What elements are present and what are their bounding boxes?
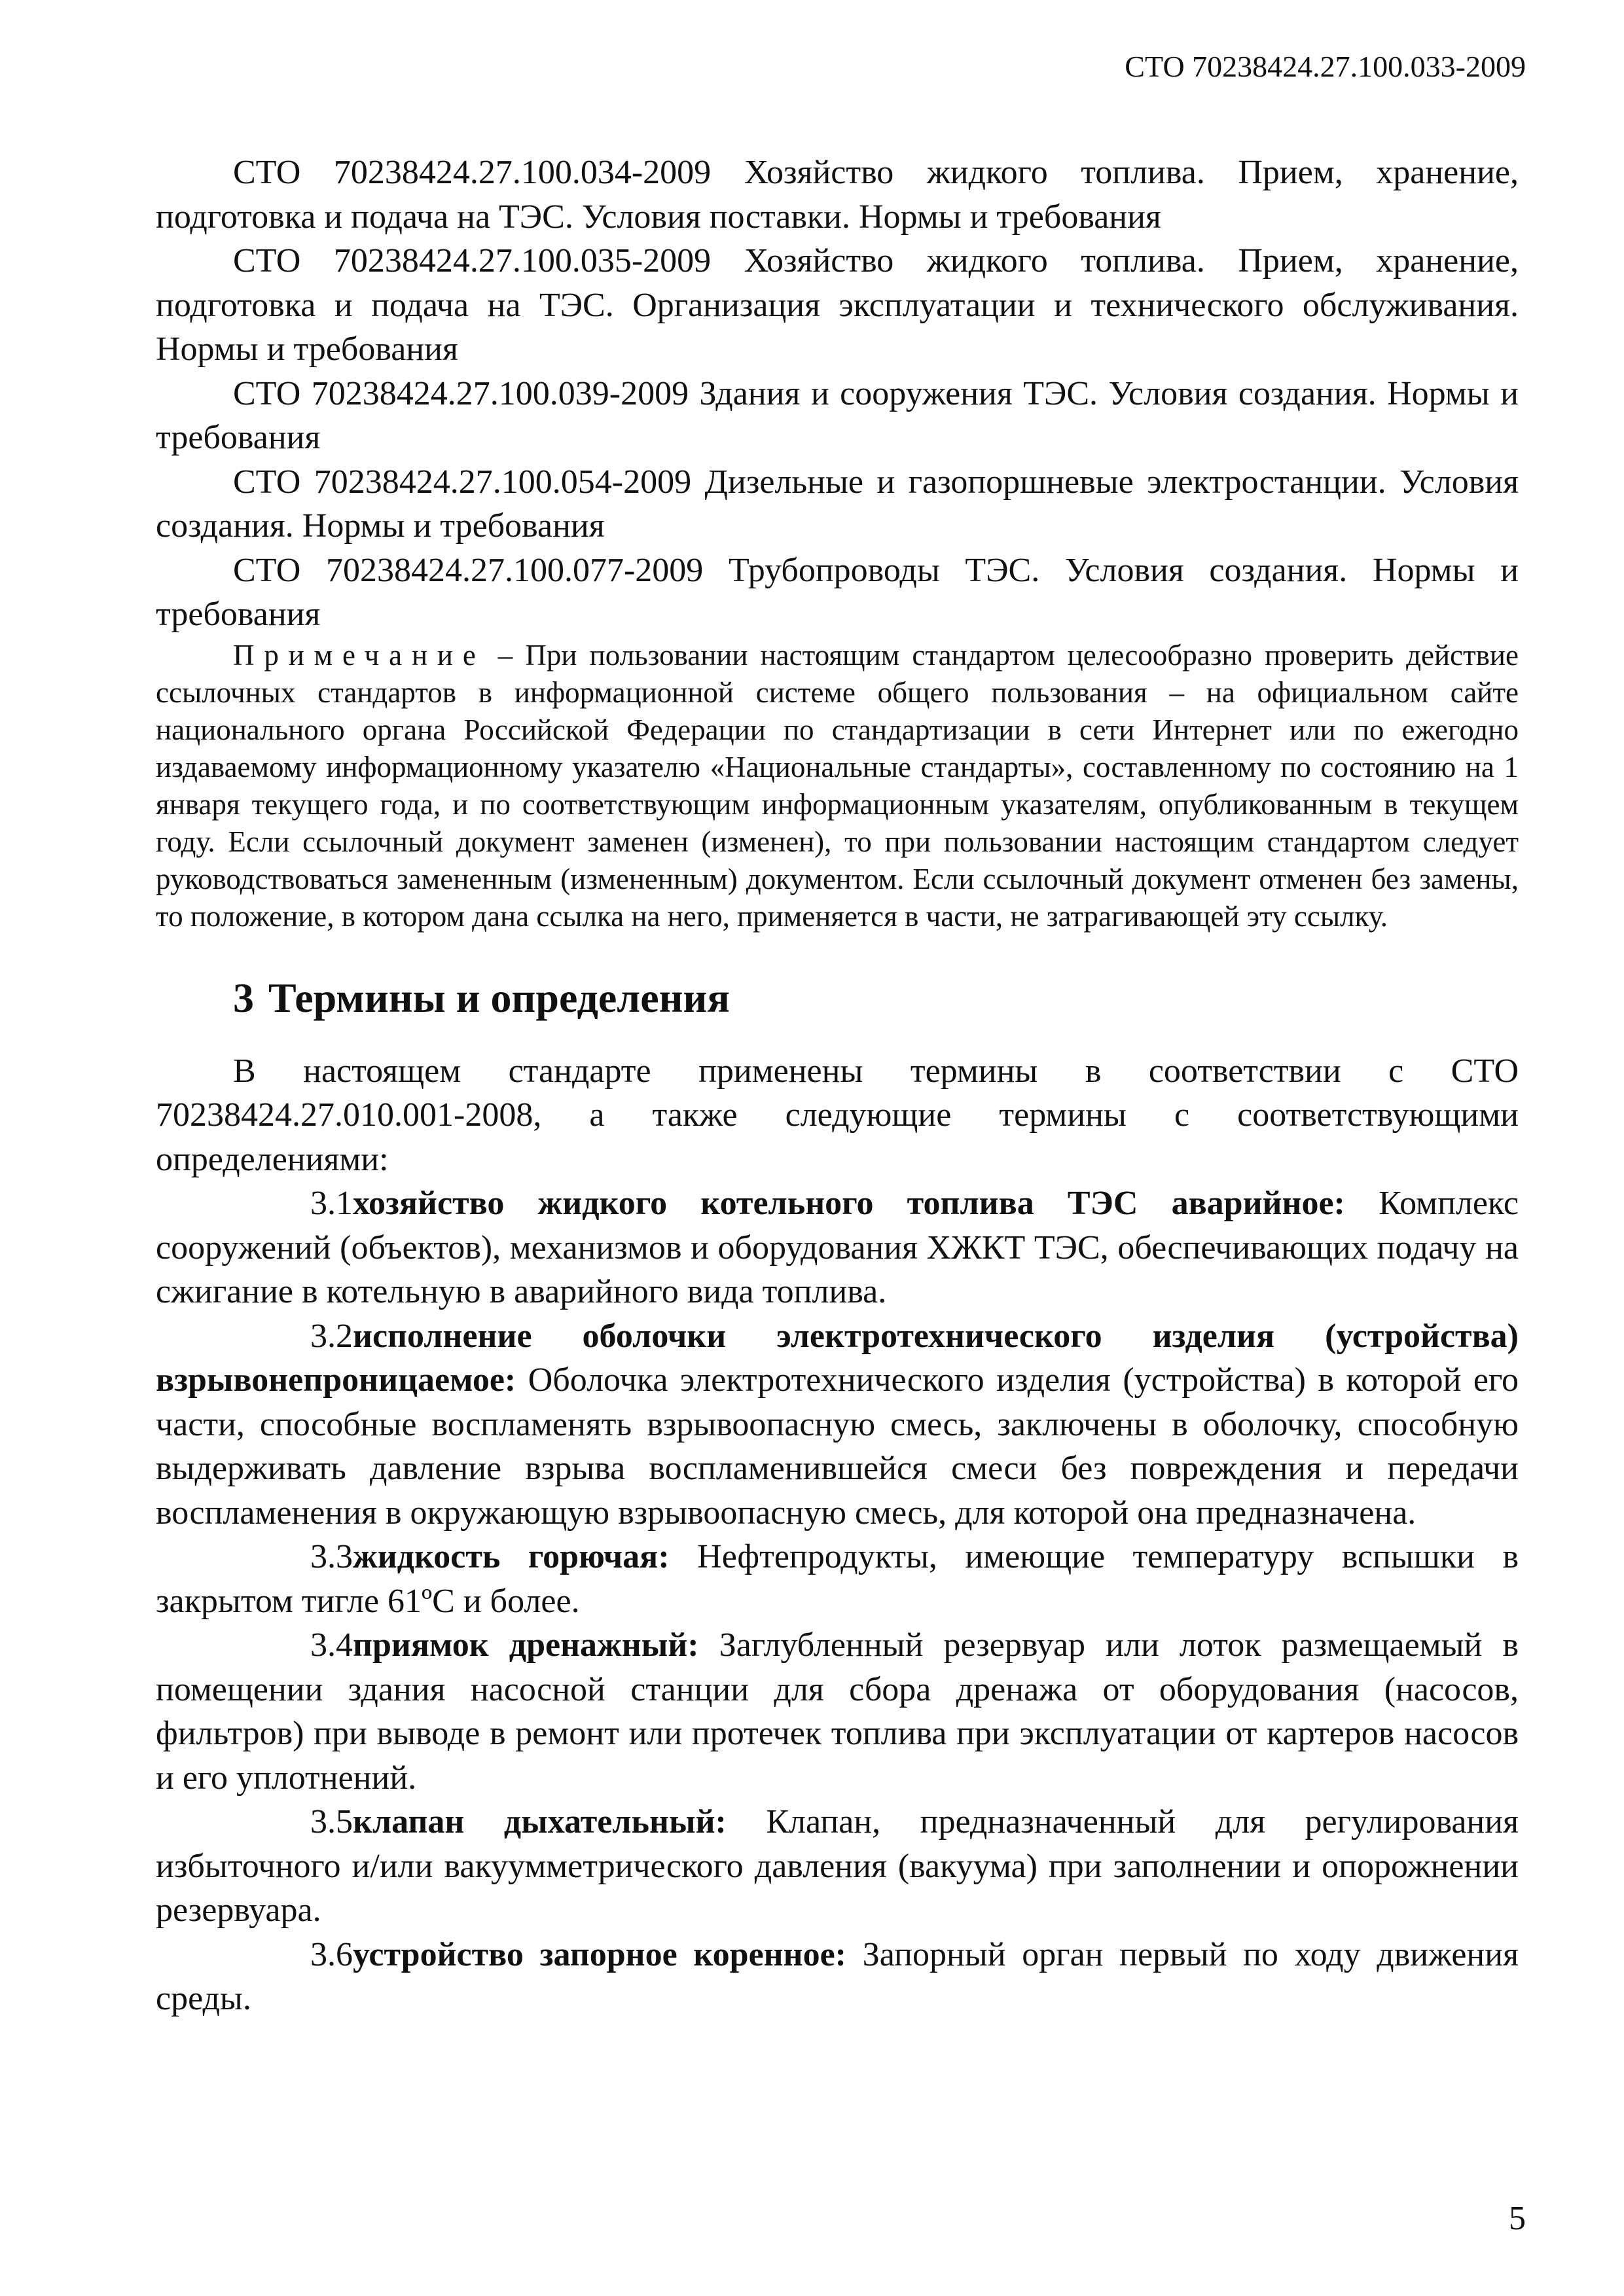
reference-item: СТО 70238424.27.100.035-2009 Хозяйство жидкого топлива. Прием, хранение, подготовка и подача на ТЭС. Организация эксплуатации и технического обслуживания. Нормы и требования: [156, 242, 1519, 368]
term-name: устройство запорное коренное:: [353, 1935, 846, 1973]
page-body: [156, 151, 1519, 2021]
term-definition: [156, 1933, 1519, 2021]
term-name: исполнение оболочки электротехнического изделия (устройства) взрывонепроницаемое:: [156, 1317, 1519, 1399]
term-definition: [156, 1181, 1519, 1314]
term-number: 3.4: [310, 1626, 353, 1664]
document-code-header: СТО 70238424.27.100.033-2009: [1125, 50, 1526, 83]
term-text: Нефтепродукты, имеющие температуру вспышки в закрытом тигле 61ºС и более.: [156, 1538, 1519, 1620]
term-name: клапан дыхательный:: [353, 1803, 727, 1840]
section-intro: В настоящем стандарте применены термины в соответствии с СТО 70238424.27.010.001-2008, а также следующие термины с соответствующими определениями:: [156, 1052, 1519, 1178]
term-text: Заглубленный резервуар или лоток размещаемый в помещении здания насосной станции для сбора дренажа от оборудования (насосов, фильтров) при выводе в ремонт или протечек топлива при эксплуатации от картеров насосов и его уплотнений.: [156, 1626, 1519, 1797]
reference-item: СТО 70238424.27.100.077-2009 Трубопроводы ТЭС. Условия создания. Нормы и требования: [156, 551, 1519, 633]
reference-item: СТО 70238424.27.100.054-2009 Дизельные и газопоршневые электростанции. Условия создания. Нормы и требования: [156, 463, 1519, 545]
term-number: 3.2: [310, 1317, 353, 1355]
term-number: 3.1: [310, 1185, 353, 1222]
term-number: 3.3: [310, 1538, 353, 1575]
term-name: жидкость горючая:: [353, 1538, 670, 1575]
note-label: Примечание: [233, 638, 486, 672]
term-text: Оболочка электротехнического изделия (устройства) в которой его части, способные воспламенять взрывоопасную смесь, заключены в оболочку, способную выдерживать давление взрыва воспламенившейся смеси без повреждения и передачи воспламенения в окружающую взрывоопасную смесь, для которой она предназначена.: [156, 1361, 1519, 1532]
term-number: 3.6: [310, 1935, 353, 1973]
term-name: приямок дренажный:: [353, 1626, 699, 1664]
term-number: 3.5: [310, 1803, 353, 1840]
section-number: 3: [233, 974, 254, 1021]
reference-item: СТО 70238424.27.100.039-2009 Здания и сооружения ТЭС. Условия создания. Нормы и требования: [156, 374, 1519, 456]
term-definition: [156, 1800, 1519, 1933]
term-text: Клапан, предназначенный для регулирования избыточного и/или вакуумметрического давления (вакуума) при заполнении и опорожнении резервуара.: [156, 1803, 1519, 1929]
reference-item: СТО 70238424.27.100.034-2009 Хозяйство жидкого топлива. Прием, хранение, подготовка и подача на ТЭС. Условия поставки. Нормы и требования: [156, 154, 1519, 236]
term-text: Комплекс сооружений (объектов), механизмов и оборудования ХЖКТ ТЭС, обеспечивающих подачу на сжигание в котельную в аварийного вида топлива.: [156, 1185, 1519, 1310]
section-title: Термины и определения: [268, 974, 730, 1021]
term-definition: [156, 1535, 1519, 1623]
note-paragraph: [156, 637, 1519, 935]
term-name: хозяйство жидкого котельного топлива ТЭС аварийное:: [353, 1185, 1345, 1222]
page-number: 5: [1509, 2200, 1526, 2237]
section-heading: [156, 972, 1519, 1024]
term-definition: [156, 1623, 1519, 1800]
term-text: Запорный орган первый по ходу движения среды.: [156, 1935, 1519, 2017]
term-definition: [156, 1314, 1519, 1535]
note-text: – При пользовании настоящим стандартом целесообразно проверить действие ссылочных стандартов в информационной системе общего пользования – на официальном сайте национального органа Российской Федерации по стандартизации в сети Интернет или по ежегодно издаваемому информационному указателю «Национальные стандарты», составленному по состоянию на 1 января текущего года, и по соответствующим информационным указателям, опубликованным в текущем году. Если ссылочный документ заменен (изменен), то при пользовании настоящим стандартом следует руководствоваться замененным (измененным) документом. Если ссылочный документ отменен без замены, то положение, в котором дана ссылка на него, применяется в части, не затрагивающей эту ссылку.: [156, 638, 1519, 933]
